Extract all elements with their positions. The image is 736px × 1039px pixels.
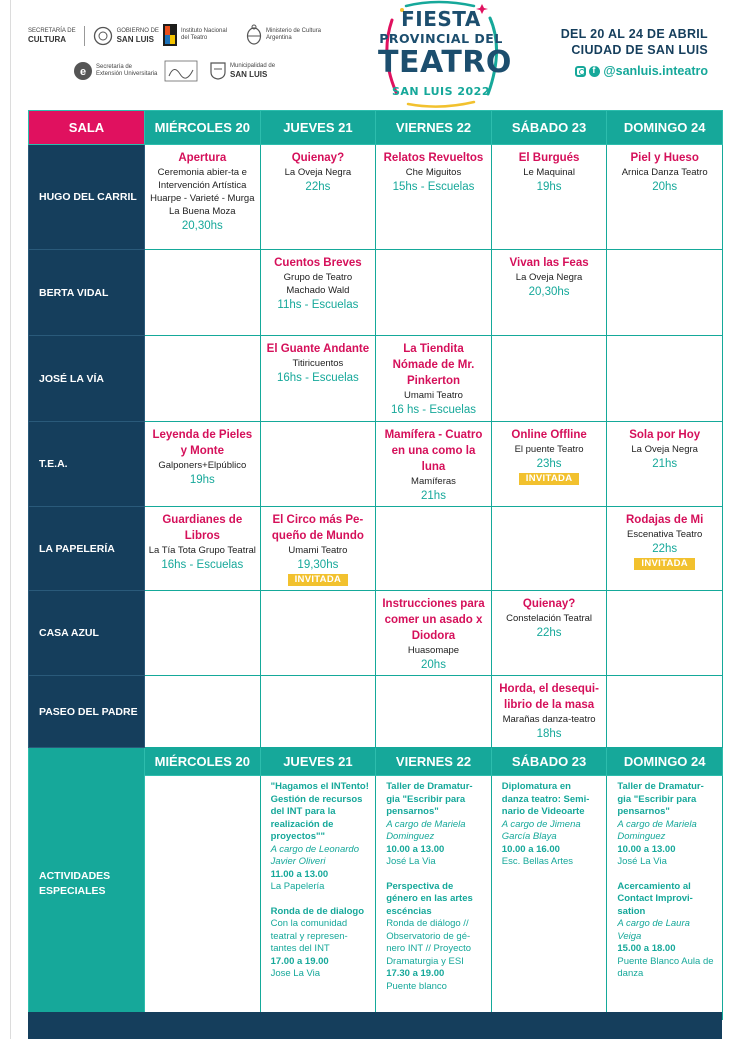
header-day: VIERNES 22 (376, 111, 492, 145)
activity-place: La Papelería (270, 881, 325, 892)
activity-cell (607, 776, 723, 1020)
show-title: Horda, el desequi-librio de la masa (499, 683, 599, 711)
sponsor-logos (28, 22, 348, 90)
empty-cell (607, 676, 723, 748)
activity-hours: 10.00 a 13.00 (617, 843, 676, 855)
footer-bar (28, 1012, 722, 1039)
show-company: La Oveja Negra (284, 167, 352, 178)
activity-host: A cargo de Laura Veiga (617, 918, 690, 942)
extension-line2: Extensión Universitaria (96, 71, 158, 77)
show-time: 16hs - Escuelas (161, 559, 244, 571)
festival-word-fiesta: FIESTA (401, 7, 481, 31)
show-cell (376, 591, 492, 676)
show-cell (145, 507, 261, 591)
festival-word-provincial: PROVINCIAL DEL (379, 31, 503, 46)
show-cell (260, 145, 376, 250)
cultura-top: SECRETARÍA DE (28, 27, 76, 34)
logo-tia-tota (164, 60, 198, 82)
activity-host: A cargo de Leonardo Javier Oliveri (270, 843, 359, 867)
show-title: Apertura (178, 152, 227, 164)
show-time: 22hs (305, 181, 331, 193)
festival-logo (378, 0, 512, 108)
empty-cell (376, 507, 492, 591)
activity-description: Con la comunidad teatral y represen-tantes del INT (270, 918, 348, 954)
invited-badge: INVITADA (519, 473, 580, 485)
show-company: La Oveja Negra (631, 444, 698, 455)
venue-row (29, 676, 723, 748)
grid-header-row (29, 111, 723, 145)
show-time: 16 hs - Escuelas (390, 404, 476, 416)
venue-row (29, 591, 723, 676)
show-title: Guardianes de Libros (162, 514, 243, 542)
schedule-grid (28, 110, 723, 1020)
logo-cultura (28, 26, 159, 46)
activity-place: Jose La Via (270, 968, 321, 979)
cultura-label: CULTURA (28, 34, 67, 44)
header-day: MIÉRCOLES 20 (145, 111, 261, 145)
empty-cell (607, 250, 723, 336)
empty-cell (145, 676, 261, 748)
show-time: 21hs (652, 458, 678, 470)
show-title: Vivan las Feas (509, 257, 589, 269)
show-cell (260, 336, 376, 422)
logo-municipalidad (210, 62, 275, 80)
empty-cell (145, 776, 261, 1020)
show-time: 21hs (421, 490, 446, 502)
activity-place: Esc. Bellas Artes (501, 856, 574, 867)
venue-name: JOSÉ LA VÍA (29, 336, 145, 422)
venue-name: T.E.A. (29, 422, 145, 507)
show-company: Arnica Danza Teatro (621, 167, 708, 178)
empty-cell (607, 591, 723, 676)
show-cell (145, 422, 261, 507)
show-title: Relatos Revueltos (383, 152, 484, 164)
show-cell (145, 145, 261, 250)
int-line1: Instituto Nacional (181, 28, 228, 34)
venue-name: CASA AZUL (29, 591, 145, 676)
activity-host: A cargo de Mariela Dominguez (617, 818, 697, 842)
show-title: Instrucciones para comer un asado x Diodora (382, 598, 485, 642)
activity-place: Puente Blanco Aula de danza (617, 955, 714, 979)
show-company: Che Miguitos (405, 167, 462, 178)
empty-cell (491, 507, 607, 591)
activity-hours: 15.00 a 18.00 (617, 943, 676, 954)
venue-row (29, 250, 723, 336)
int-logo-icon (163, 24, 177, 46)
municipalidad-label: SAN LUIS (230, 69, 268, 79)
show-time: 20,30hs (181, 220, 223, 232)
empty-cell (376, 250, 492, 336)
show-cell (491, 250, 607, 336)
gobierno-top: GOBIERNO DE (116, 27, 159, 34)
municipalidad-top: Municipalidad de (230, 62, 276, 69)
show-company: Umami Teatro (288, 545, 348, 556)
show-company: Huasomape (407, 645, 460, 656)
show-time: 16hs - Escuelas (276, 372, 359, 384)
show-time: 19hs (189, 474, 215, 486)
show-cell (376, 145, 492, 250)
show-time: 11hs - Escuelas (277, 299, 359, 311)
social-handle (561, 64, 708, 78)
show-title: La Tiendita Nómade de Mr. Pinkerton (392, 343, 475, 387)
show-title: Piel y Hueso (630, 152, 699, 164)
show-company: Escenativa Teatro (627, 529, 703, 540)
show-cell (376, 336, 492, 422)
activities-label (29, 748, 145, 1020)
activity-place: Puente blanco (386, 980, 447, 992)
show-time: 20hs (421, 659, 446, 671)
show-time: 20hs (652, 181, 678, 193)
activity-description: Ronda de diálogo // Observatorio de gé-nero INT // Proyecto Dramaturgia y ESI (386, 918, 472, 967)
activity-title: Diplomatura en danza teatro: Semi-nario de Videoarte (501, 781, 590, 817)
show-title: Rodajas de Mi (626, 514, 704, 526)
show-title: Online Offline (511, 429, 587, 441)
activity-hours: 17.30 a 19.00 (386, 968, 445, 979)
empty-cell (491, 336, 607, 422)
show-company: Le Maquinal (523, 167, 575, 178)
show-title: Mamífera - Cuatro en una como la luna (384, 429, 483, 473)
activities-label-text: ACTIVIDADES ESPECIALES (39, 869, 111, 897)
activity-hours: 10.00 a 13.00 (386, 843, 445, 855)
page-edge-rule (10, 0, 11, 1039)
activity-cell (491, 776, 607, 1020)
show-company: Umami Teatro (404, 390, 463, 401)
invited-badge: INVITADA (634, 558, 695, 570)
show-company: El puente Teatro (514, 444, 584, 455)
national-shield-icon (246, 24, 262, 46)
logo-extension (74, 62, 157, 80)
svg-text:e: e (79, 66, 87, 78)
show-title: Leyenda de Pieles y Monte (152, 429, 253, 457)
show-cell (491, 591, 607, 676)
show-title: Cuentos Breves (274, 257, 362, 269)
show-cell (491, 676, 607, 748)
activity-title: Acercamiento al Contact Improvi-sation (617, 880, 693, 917)
activity-title: Ronda de de dialogo (270, 905, 365, 917)
show-company: Marañas danza-teatro (502, 714, 596, 725)
show-company: Mamíferas (411, 476, 456, 487)
show-company: Galponers+Elpúblico (158, 460, 247, 471)
empty-cell (376, 676, 492, 748)
empty-cell (145, 250, 261, 336)
ministerio-line2: Argentina (266, 35, 292, 41)
empty-cell (260, 676, 376, 748)
tia-tota-logo-icon (164, 60, 198, 82)
venue-row (29, 507, 723, 591)
show-time: 15hs - Escuelas (392, 181, 475, 193)
show-cell (491, 145, 607, 250)
show-company: Grupo de Teatro Machado Wald (283, 272, 353, 296)
empty-cell (145, 336, 261, 422)
venue-name: PASEO DEL PADRE (29, 676, 145, 748)
logo-divider (84, 26, 85, 46)
ministerio-line1: Ministerio de Cultura (266, 28, 322, 34)
show-cell (607, 422, 723, 507)
venue-row (29, 145, 723, 250)
festival-info (561, 26, 708, 78)
logo-int (163, 24, 227, 46)
venue-row (29, 422, 723, 507)
empty-cell (260, 591, 376, 676)
show-cell (491, 422, 607, 507)
activity-title: Taller de Dramatur-gia "Escribir para pensarnos" (386, 781, 473, 817)
header-day: JUEVES 21 (260, 748, 376, 776)
show-cell (607, 145, 723, 250)
show-company: La Tía Tota Grupo Teatral (148, 545, 256, 556)
empty-cell (260, 422, 376, 507)
activity-host: A cargo de Jimena García Blaya (501, 818, 581, 842)
show-time: 18hs (536, 728, 562, 740)
header-day: SÁBADO 23 (491, 748, 607, 776)
venue-name: HUGO DEL CARRIL (29, 145, 145, 250)
activities-header-row (29, 748, 723, 776)
venue-name: BERTA VIDAL (29, 250, 145, 336)
festival-word-teatro: TEATRO (378, 45, 512, 80)
activity-cell (260, 776, 376, 1020)
gobierno-label: SAN LUIS (116, 34, 154, 44)
activity-title: Perspectiva de género en las artes escéncias (386, 880, 473, 917)
int-line2: del Teatro (181, 35, 208, 41)
invited-badge: INVITADA (288, 574, 349, 586)
show-time: 19hs (536, 181, 562, 193)
show-company: La Oveja Negra (515, 272, 583, 283)
show-cell (260, 507, 376, 591)
show-time: 19,30hs (297, 559, 339, 571)
show-company: Ceremonia abier-ta e Intervención Artística Huarpe - Varieté - Murga La Buena Moza (150, 167, 255, 217)
activity-title: "Hagamos el INTento! Gestión de recursos del INT para la realización de proyectos"" (270, 781, 369, 842)
festival-dates: DEL 20 AL 24 DE ABRIL (560, 27, 708, 41)
show-time: 22hs (536, 627, 562, 639)
header-day: DOMINGO 24 (607, 748, 723, 776)
venue-row (29, 336, 723, 422)
show-time: 23hs (536, 458, 562, 470)
activity-hours: 10.00 a 16.00 (501, 843, 560, 855)
show-title: El Circo más Pe-queño de Mundo (271, 514, 364, 542)
festival-subtitle: SAN LUIS 2022 (392, 85, 490, 98)
header-day: DOMINGO 24 (607, 111, 723, 145)
show-time: 20,30hs (528, 286, 570, 298)
show-time: 22hs (652, 543, 678, 555)
header-sala: SALA (29, 111, 145, 145)
university-logo-icon (74, 62, 92, 80)
show-cell (376, 422, 492, 507)
activity-title: Taller de Dramatur-gia "Escribir para pensarnos" (617, 781, 704, 817)
municipal-shield-icon (210, 62, 226, 80)
show-title: Sola por Hoy (629, 429, 701, 441)
provincial-seal-icon (93, 26, 113, 46)
show-title: El Burgués (518, 152, 580, 164)
header-day: SÁBADO 23 (491, 111, 607, 145)
social-handle-text: @sanluis.inteatro (603, 64, 708, 78)
activity-cell (376, 776, 492, 1020)
activity-host: A cargo de Mariela Dominguez (386, 818, 466, 842)
show-company: Constelación Teatral (506, 613, 593, 624)
festival-city: CIUDAD DE SAN LUIS (571, 43, 708, 57)
header-day: VIERNES 22 (376, 748, 492, 776)
show-cell (260, 250, 376, 336)
empty-cell (607, 336, 723, 422)
header-day: JUEVES 21 (260, 111, 376, 145)
show-title: Quienay? (522, 598, 576, 610)
activity-place: José La Via (617, 856, 667, 867)
show-title: El Guante Andante (266, 343, 370, 355)
instagram-icon (575, 66, 586, 77)
activity-hours: 11.00 a 13.00 (270, 868, 329, 880)
venue-name: LA PAPELERÍA (29, 507, 145, 591)
show-title: Quienay? (291, 152, 345, 164)
empty-cell (145, 591, 261, 676)
activity-place: José La Via (386, 856, 436, 867)
facebook-icon (589, 66, 600, 77)
show-cell (607, 507, 723, 591)
activity-hours: 17.00 a 19.00 (270, 955, 329, 967)
logo-ministerio (246, 24, 321, 46)
extension-line1: Secretaría de (96, 64, 133, 70)
header-day: MIÉRCOLES 20 (145, 748, 261, 776)
show-company: Titiricuentos (292, 358, 344, 369)
